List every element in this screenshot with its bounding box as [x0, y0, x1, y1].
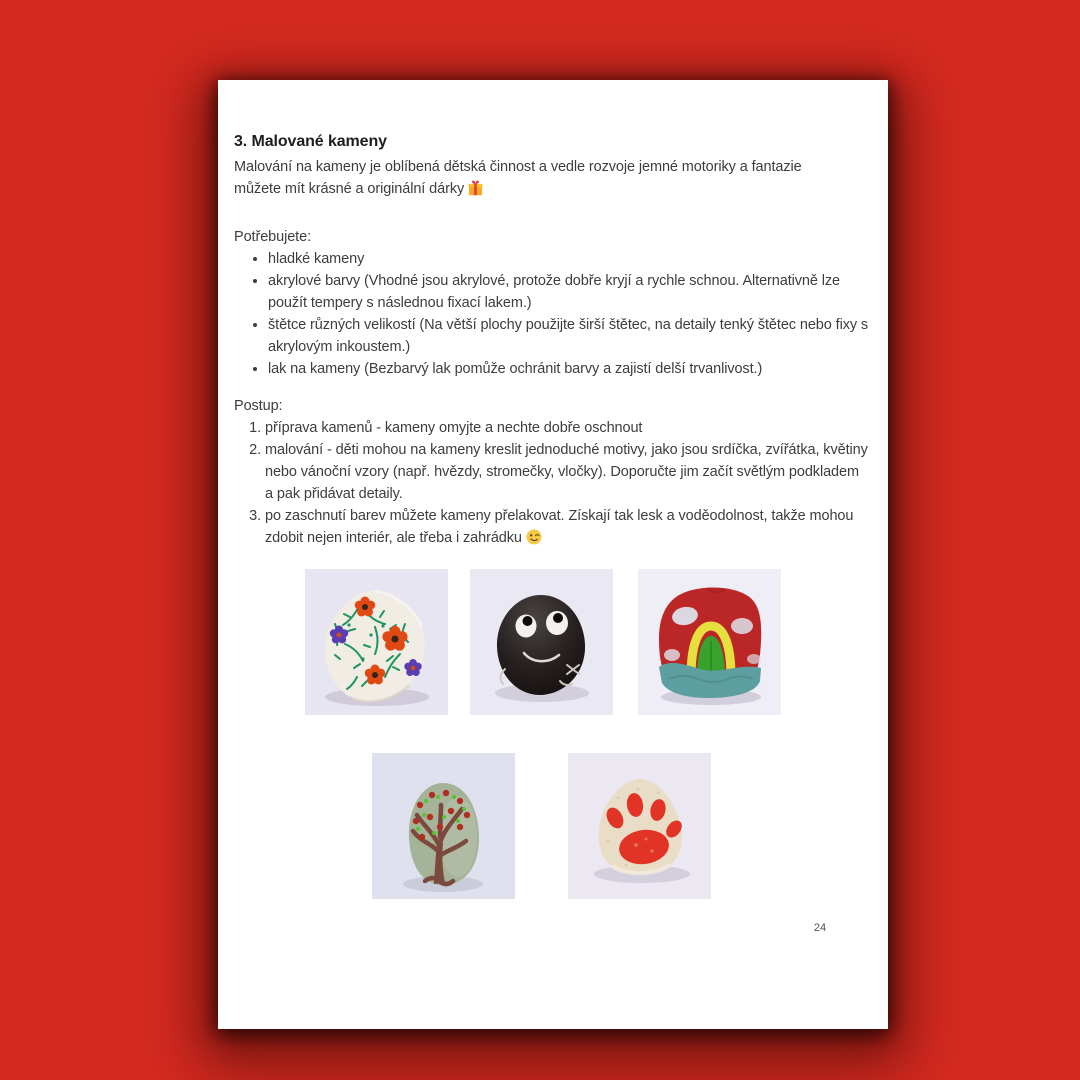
steps-list	[234, 417, 870, 549]
photo-face-stone	[470, 569, 613, 715]
list-item: • štětce různých velikostí (Na větší plochy použijte širší štětec, na detaily tenký štětec nebo fixy s akrylovým inkoustem.)	[268, 314, 870, 358]
list-item: • akrylové barvy (Vhodné jsou akrylové, protože dobře kryjí a rychle schnou. Alternativně lze použít tempery s následnou fixací lakem.)	[268, 270, 870, 314]
document-page	[218, 80, 888, 1029]
list-item	[265, 505, 870, 549]
needs-label: Potřebujete:	[234, 229, 311, 245]
intro-text: Malování na kameny je oblíbená dětská činnost a vedle rozvoje jemné motoriky a fantazie můžete mít krásné a originální dárky	[234, 159, 802, 197]
photo-flower-stone	[305, 569, 448, 715]
needs-list	[234, 248, 870, 380]
flower-stone-image	[305, 569, 448, 715]
gift-emoji-icon	[468, 180, 483, 196]
photo-tree-stone	[372, 753, 515, 899]
steps-label: Postup:	[234, 398, 283, 414]
tree-stone-image	[372, 753, 515, 899]
page-title: 3. Malované kameny	[234, 133, 387, 150]
list-item: 1. příprava kamenů - kameny omyjte a nechte dobře oschnout	[265, 417, 870, 439]
face-stone-image	[470, 569, 613, 715]
paw-stone-image	[568, 753, 711, 899]
list-item: • lak na kameny (Bezbarvý lak pomůže ochránit barvy a zajistí delší trvanlivost.)	[268, 358, 870, 380]
step-text: po zaschnutí barev můžete kameny přelakovat. Získají tak lesk a voděodolnost, takže mohou zdobit nejen interiér, ale třeba i zahrádku	[265, 508, 854, 546]
page-number: 24	[813, 922, 827, 934]
intro-paragraph	[234, 156, 832, 200]
photo-paw-stone	[568, 753, 711, 899]
wink-emoji-icon	[526, 529, 542, 545]
red-arch-stone-image	[638, 569, 781, 715]
list-item: • hladké kameny	[268, 248, 870, 270]
list-item: 2. malování - děti mohou na kameny kreslit jednoduché motivy, jako jsou srdíčka, zvířátka, květiny nebo vánoční vzory (např. hvězdy, stromečky, vločky). Doporučte jim začít světlým podkladem a pak přidávat detaily.	[265, 439, 870, 505]
photo-red-arch-stone	[638, 569, 781, 715]
